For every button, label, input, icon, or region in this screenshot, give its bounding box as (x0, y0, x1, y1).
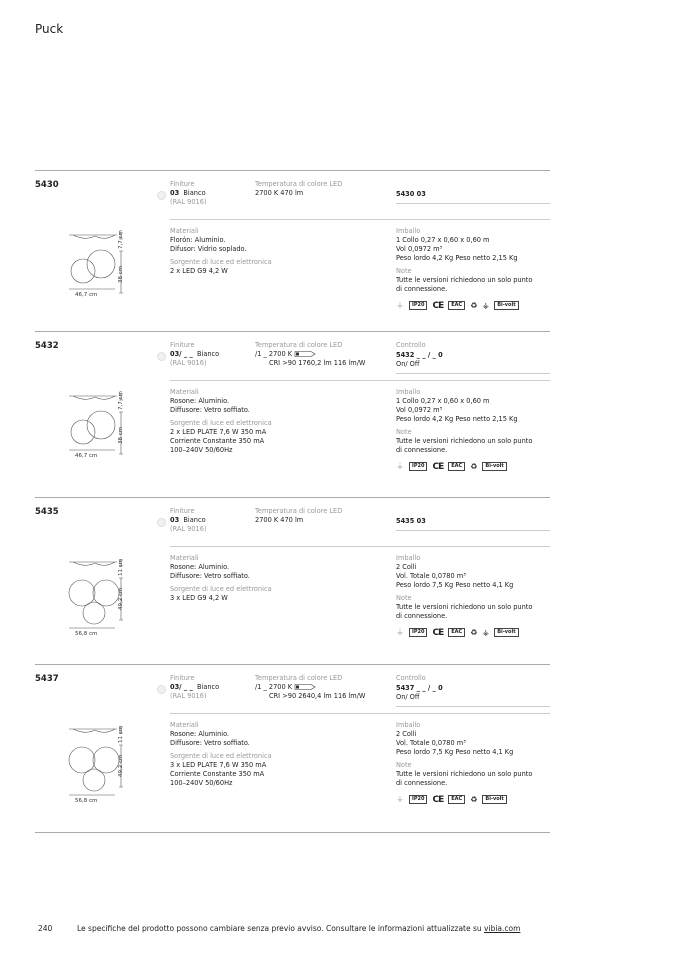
materiali-label: Materiali (170, 227, 199, 235)
finish-ral: (RAL 9016) (170, 359, 207, 367)
product-drawing (65, 392, 155, 472)
bivolt-icon: Bi-volt (482, 462, 506, 471)
finish-ral: (RAL 9016) (170, 525, 207, 533)
reference-code: 5430 03 (396, 190, 426, 198)
text-line: 3 x LED PLATE 7,6 W 350 mA (170, 761, 267, 769)
text-line: 100–240V 50/60Hz (170, 779, 233, 787)
height-dimension: 7,7 cm (118, 391, 124, 410)
text-line: Diffusore: Vetro soffiato. (170, 739, 250, 747)
bivolt-icon: Bi-volt (494, 628, 518, 637)
product-section-5437 (35, 664, 550, 830)
height-dimension: 7,7 cm (118, 230, 124, 249)
ground-icon: ⏚ (396, 462, 404, 471)
text-line: Rosone: Aluminio. (170, 730, 230, 738)
ground-icon: ⏚ (396, 301, 404, 310)
sorgente-label: Sorgente di luce ed elettronica (170, 585, 272, 593)
text-line: Rosone: Aluminio. (170, 563, 230, 571)
text-line: di connessione. (396, 779, 448, 787)
text-line: Tutte le versioni richiedono un solo punto (396, 603, 533, 611)
imballo-label: Imballo (396, 227, 421, 235)
finish-ral: (RAL 9016) (170, 198, 207, 206)
text-line: Corriente Constante 350 mA (170, 770, 265, 778)
imballo-label: Imballo (396, 554, 421, 562)
product-code: 5430 (35, 180, 59, 190)
finish-swatch (157, 518, 166, 527)
temperature-label: Temperatura di colore LED (255, 341, 343, 349)
ce-icon: CE (432, 300, 444, 311)
energy-label-icon (294, 351, 316, 357)
reference-code: 5432 _ _ / _ 0 (396, 351, 443, 359)
width-dimension: 56,8 cm (75, 631, 98, 637)
footer-text: Le specifiche del prodotto possono cambiare senza previo avviso. Consultare le informazioni attualizzate su (77, 924, 485, 933)
recycle-icon: ♻ (470, 795, 478, 804)
sorgente-label: Sorgente di luce ed elettronica (170, 258, 272, 266)
finish-swatch (157, 352, 166, 361)
control-type: On/ Off (396, 360, 420, 368)
ground-icon: ⏚ (396, 795, 404, 804)
ip20-icon: IP20 (409, 462, 427, 471)
text-line: Peso lordo 7,5 Kg Peso netto 4,1 Kg (396, 581, 514, 589)
text-line: Diffusore: Vetro soffiato. (170, 406, 250, 414)
product-code: 5437 (35, 674, 59, 684)
finish-swatch (157, 191, 166, 200)
finiture-label: Finiture (170, 180, 195, 188)
product-drawing (65, 725, 155, 805)
temperature-detail: CRI >90 2640,4 lm 116 lm/W (269, 692, 366, 700)
certification-icons (396, 300, 532, 311)
height-dimension: 11 cm (118, 725, 124, 743)
finish-name: Bianco (196, 350, 220, 358)
product-drawing (65, 231, 155, 311)
product-code: 5432 (35, 341, 59, 351)
text-line: Difusor: Vidrio soplado. (170, 245, 247, 253)
certification-icons (396, 461, 532, 472)
ip20-icon: IP20 (409, 628, 427, 637)
imballo-label: Imballo (396, 721, 421, 729)
finish-code: 03/ _ _ (170, 683, 193, 691)
controllo-label: Controllo (396, 341, 426, 349)
divider (170, 219, 550, 220)
text-line: Vol 0,0972 m³ (396, 245, 443, 253)
width-dimension: 46,7 cm (75, 453, 98, 459)
finish-name: Bianco (183, 189, 206, 197)
finiture-label: Finiture (170, 674, 195, 682)
text-line: 2 Colli (396, 563, 417, 571)
product-section-5432 (35, 331, 550, 497)
divider (170, 546, 550, 547)
sorgente-label: Sorgente di luce ed elettronica (170, 419, 272, 427)
finish-code: 03/ _ _ (170, 350, 193, 358)
note-label: Note (396, 428, 412, 436)
temperature-label: Temperatura di colore LED (255, 180, 343, 188)
text-line: Peso lordo 7,5 Kg Peso netto 4,1 Kg (396, 748, 514, 756)
text-line: 3 x LED G9 4,2 W (170, 594, 228, 602)
finish-code: 03 (170, 516, 180, 524)
recycle-icon: ♻ (470, 628, 478, 637)
ce-icon: CE (432, 461, 444, 472)
temperature-value: 2700 K 470 lm (255, 189, 304, 197)
materiali-label: Materiali (170, 554, 199, 562)
divider (170, 380, 550, 381)
text-line: Vol. Totale 0,0780 m³ (396, 739, 466, 747)
text-line: di connessione. (396, 612, 448, 620)
text-line: Corriente Constante 350 mA (170, 437, 265, 445)
product-section-5435 (35, 497, 550, 663)
product-drawing (65, 558, 155, 638)
note-label: Note (396, 267, 412, 275)
page-title: Puck (35, 22, 64, 36)
divider (35, 832, 550, 833)
imballo-label: Imballo (396, 388, 421, 396)
temperature-detail: CRI >90 1760,2 lm 116 lm/W (269, 359, 366, 367)
finiture-label: Finiture (170, 507, 195, 515)
reference-code: 5437 _ _ / _ 0 (396, 684, 443, 692)
eac-icon: EAC (448, 301, 465, 310)
finish-swatch (157, 685, 166, 694)
finish-code: 03 (170, 189, 180, 197)
text-line: di connessione. (396, 446, 448, 454)
finiture-label: Finiture (170, 341, 195, 349)
text-line: Rosone: Aluminio. (170, 397, 230, 405)
finish-name: Bianco (183, 516, 206, 524)
sorgente-label: Sorgente di luce ed elettronica (170, 752, 272, 760)
recycle-icon: ♻ (470, 301, 478, 310)
divider (170, 713, 550, 714)
page-number: 240 (38, 924, 53, 933)
ground-icon: ⏚ (396, 628, 404, 637)
diameter-dimension: 38 cm (118, 265, 124, 283)
finish-ral: (RAL 9016) (170, 692, 207, 700)
temperature-value: 2700 K 470 lm (255, 516, 304, 524)
control-type: On/ Off (396, 693, 420, 701)
materiali-label: Materiali (170, 388, 199, 396)
diameter-dimension: 49,2 cm (118, 754, 124, 777)
text-line: Diffusore: Vetro soffiato. (170, 572, 250, 580)
temperature-value: /1 _ 2700 K (255, 683, 293, 691)
product-code: 5435 (35, 507, 59, 517)
temperature-label: Temperatura di colore LED (255, 507, 343, 515)
product-section-5430 (35, 170, 550, 336)
text-line: Florón: Aluminio. (170, 236, 226, 244)
eac-icon: EAC (448, 628, 465, 637)
finish-name: Bianco (196, 683, 220, 691)
text-line: 2 Colli (396, 730, 417, 738)
plug-icon: ⚶ (482, 628, 490, 637)
energy-label-icon (294, 684, 316, 690)
width-dimension: 46,7 cm (75, 292, 98, 298)
temperature-value: /1 _ 2700 K (255, 350, 293, 358)
height-dimension: 11 cm (118, 558, 124, 576)
note-label: Note (396, 761, 412, 769)
text-line: 2 x LED PLATE 7,6 W 350 mA (170, 428, 267, 436)
text-line: Vol. Totale 0,0780 m³ (396, 572, 466, 580)
certification-icons (396, 627, 532, 638)
plug-icon: ⚶ (482, 301, 490, 310)
controllo-label: Controllo (396, 674, 426, 682)
vibia-link[interactable]: vibia.com (484, 924, 521, 933)
text-line: 1 Collo 0,27 x 0,60 x 0,60 m (396, 236, 490, 244)
text-line: 100–240V 50/60Hz (170, 446, 233, 454)
footer-note (77, 924, 520, 933)
text-line: 1 Collo 0,27 x 0,60 x 0,60 m (396, 397, 490, 405)
ip20-icon: IP20 (409, 795, 427, 804)
text-line: di connessione. (396, 285, 448, 293)
eac-icon: EAC (448, 462, 465, 471)
width-dimension: 56,8 cm (75, 798, 98, 804)
recycle-icon: ♻ (470, 462, 478, 471)
reference-code: 5435 03 (396, 517, 426, 525)
diameter-dimension: 38 cm (118, 426, 124, 444)
text-line: Tutte le versioni richiedono un solo punto (396, 770, 533, 778)
bivolt-icon: Bi-volt (494, 301, 518, 310)
temperature-label: Temperatura di colore LED (255, 674, 343, 682)
ip20-icon: IP20 (409, 301, 427, 310)
ce-icon: CE (432, 794, 444, 805)
text-line: Tutte le versioni richiedono un solo punto (396, 437, 533, 445)
bivolt-icon: Bi-volt (482, 795, 506, 804)
text-line: Peso lordo 4,2 Kg Peso netto 2,15 Kg (396, 254, 518, 262)
text-line: Vol 0,0972 m³ (396, 406, 443, 414)
materiali-label: Materiali (170, 721, 199, 729)
note-label: Note (396, 594, 412, 602)
text-line: 2 x LED G9 4,2 W (170, 267, 228, 275)
text-line: Tutte le versioni richiedono un solo punto (396, 276, 533, 284)
eac-icon: EAC (448, 795, 465, 804)
certification-icons (396, 794, 532, 805)
text-line: Peso lordo 4,2 Kg Peso netto 2,15 Kg (396, 415, 518, 423)
ce-icon: CE (432, 627, 444, 638)
diameter-dimension: 49,2 cm (118, 587, 124, 610)
